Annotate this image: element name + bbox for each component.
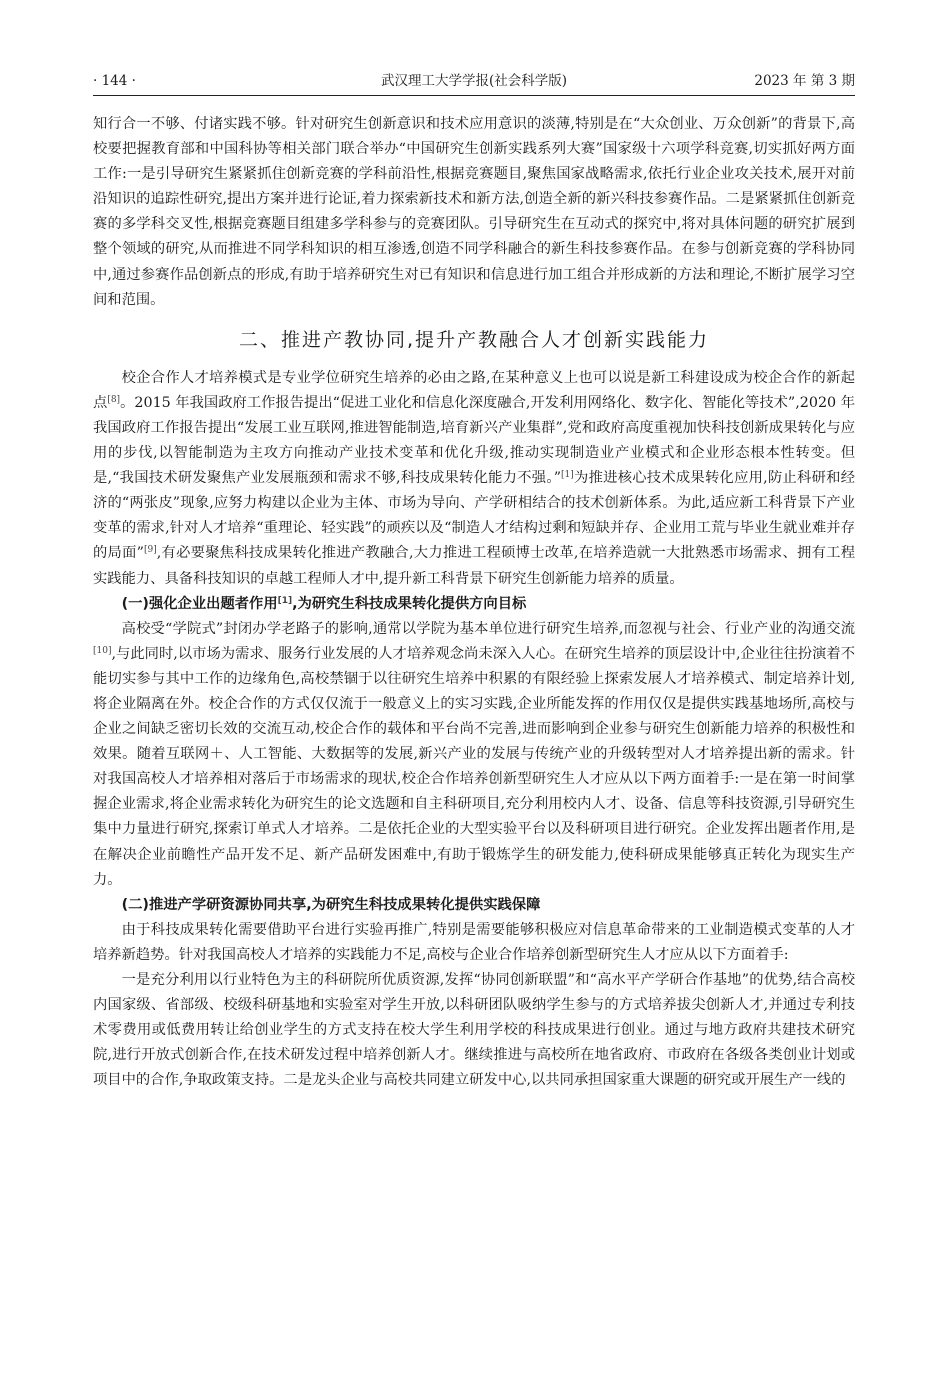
- page-number: · 144 ·: [93, 73, 136, 89]
- paragraph-text: 。2015 年我国政府工作报告提出“促进工业化和信息化深度融合,开发利用网络化、数字化、智能化等技术”,2020 年我国政府工作报告提出“发展工业互联网,推进智能制造,培育新兴产业集群”,党和政府高度重视加快科技创新成果转化与应用的步伐,以智能制造为主攻方向推动产业技术变革和优化升级,推动实现制造业产业模式和企业形态根本性转变。但是,“我国技术研发聚焦产业发展瓶颈和需求不够,科技成果转化能力不强。”: [93, 394, 856, 487]
- paragraph-text: 为推进核心技术成果转化应用,防止科研和经济的“两张皮”现象,应努力构建以企业为主体、市场为导向、产学研相结合的技术创新体系。为此,适应新工科背景下产业变革的需求,针对人才培养“重理论、轻实践”的顽疾以及“制造人才结构过剩和短缺并存、企业用工荒与毕业生就业难并存的局面”: [93, 470, 855, 562]
- subsection-heading: (二)推进产学研资源协同共享,为研究生科技成果转化提供实践保障: [121, 896, 541, 913]
- subsection-heading: [93, 592, 855, 617]
- subsection-heading-text: ,为研究生科技成果转化提供方向目标: [292, 595, 527, 612]
- citation: [9]: [143, 545, 157, 556]
- paragraph: 一是充分利用以行业特色为主的科研院所优质资源,发挥“协同创新联盟”和“高水平产学研合作基地”的优势,结合高校内国家级、省部级、校级科研基地和实验室对学生开放,以科研团队吸纳学生参与的方式培养拔尖创新人才,并通过专利技术零费用或低费用转让给创业学生的方式支持在校大学生利用学校的科技成果进行创业。通过与地方政府共建技术研究院,进行开放式创新合作,在技术研发过程中培养创新人才。继续推进与高校所在地省政府、市政府在各级各类创业计划或项目中的合作,争取政策支持。二是龙头企业与高校共同建立研发中心,以共同承担国家重大课题的研究或开展生产一线的: [93, 972, 855, 1089]
- journal-title: 武汉理工大学学报(社会科学版): [380, 73, 568, 89]
- paragraph-text: 校企合作人才培养模式是专业学位研究生培养的必由之路,在某种意义上也可以说是新工科建设成为校企合作的新起点: [93, 369, 855, 411]
- paragraph-continued: 知行合一不够、付诸实践不够。针对研究生创新意识和技术应用意识的淡薄,特别是在“大众创业、万众创新”的背景下,高校要把握教育部和中国科协等相关部门联合举办“中国研究生创新实践系列大赛”国家级十六项学科竞赛,切实抓好两方面工作:一是引导研究生紧紧抓住创新竞赛的学科前沿性,根据竞赛题目,聚焦国家战略需求,依托行业企业攻关技术,展开对前沿知识的追踪性研究,提出方案并进行论证,着力探索新技术和新方法,创造全新的新兴科技参赛作品。二是紧紧抓住创新竞赛的多学科交叉性,根据竞赛题目组建多学科参与的竞赛团队。引导研究生在互动式的探究中,将对具体问题的研究扩展到整个领域的研究,从而推进不同学科知识的相互渗透,创造不同学科融合的新生科技参赛作品。在参与创新竞赛的学科协同中,通过参赛作品创新点的形成,有助于培养研究生对已有知识和信息进行加工组合并形成新的方法和理论,不断扩展学习空间和范围。: [93, 116, 855, 308]
- article-body: [93, 112, 855, 1093]
- subsection-heading-text: (一)强化企业出题者作用: [121, 595, 278, 612]
- issue-info: 2023 年 第 3 期: [754, 73, 855, 89]
- citation: [1]: [277, 595, 293, 606]
- header-divider: [93, 95, 855, 96]
- paragraph: [93, 617, 855, 893]
- paragraph-text: ,有必要聚焦科技成果转化推进产教融合,大力推进工程硕博士改革,在培养造就一大批熟悉市场需求、拥有工程实践能力、具备科技知识的卓越工程师人才中,提升新工科背景下研究生创新能力培养的质量。: [93, 545, 855, 587]
- citation: [10]: [93, 645, 112, 656]
- paragraph: 由于科技成果转化需要借助平台进行实验再推广,特别是需要能够积极应对信息革命带来的工业制造模式变革的人才培养新趋势。针对我国高校人才培养的实践能力不足,高校与企业合作培养创新型研究生人才应从以下方面着手:: [93, 921, 855, 963]
- running-header: [93, 70, 855, 92]
- paragraph: [93, 366, 855, 592]
- citation: [1]: [561, 470, 574, 481]
- section-heading: 二、推进产教协同,提升产教融合人才创新实践能力: [238, 328, 710, 351]
- citation: [8]: [107, 394, 121, 405]
- paragraph-text: ,与此同时,以市场为需求、服务行业发展的人才培养观念尚未深入人心。在研究生培养的顶层设计中,企业往往扮演着不能切实参与其中工作的边缘角色,高校禁锢于以往研究生培养中积累的有限经验上探索发展人才培养模式、制定培养计划,将企业隔离在外。校企合作的方式仅仅流于一般意义上的实习实践,企业所能发挥的作用仅仅是提供实践基地场所,高校与企业之间缺乏密切长效的交流互动,校企合作的载体和平台尚不完善,进而影响到企业参与研究生创新能力培养的积极性和效果。随着互联网＋、人工智能、大数据等的发展,新兴产业的发展与传统产业的升级转型对人才培养提出新的需求。针对我国高校人才培养相对落后于市场需求的现状,校企合作培养创新型研究生人才应从以下两方面着手:一是在第一时间掌握企业需求,将企业需求转化为研究生的论文选题和自主科研项目,充分利用校内人才、设备、信息等科技资源,引导研究生集中力量进行研究,探索订单式人才培养。二是依托企业的大型实验平台以及科研项目进行研究。企业发挥出题者作用,是在解决企业前瞻性产品开发不足、新产品研发困难中,有助于锻炼学生的研发能力,使科研成果能够真正转化为现实生产力。: [93, 645, 855, 888]
- paragraph-text: 高校受“学院式”封闭办学老路子的影响,通常以学院为基本单位进行研究生培养,而忽视与社会、行业产业的沟通交流: [121, 620, 855, 637]
